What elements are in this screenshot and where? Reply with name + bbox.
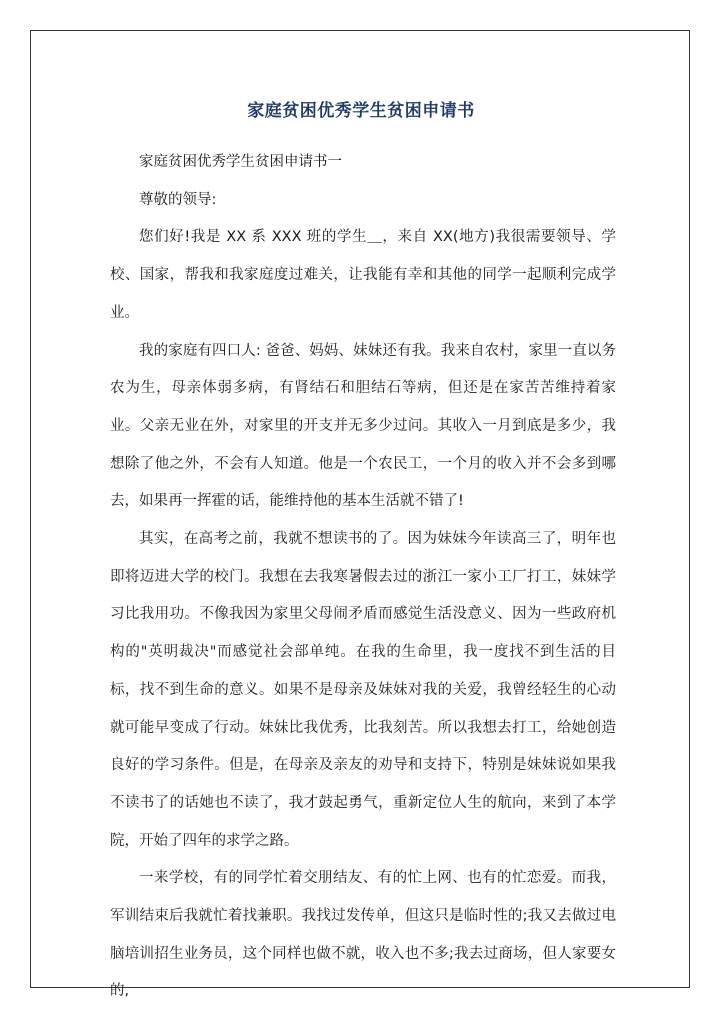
paragraph-2: 我的家庭有四口人: 爸爸、妈妈、妹妹还有我。我来自农村，家里一直以务农为生，母亲体弱多病，有肾结石和胆结石等病，但还是在家苦苦维持着家业。父亲无业在外，对家里的开支并无多少过问。其收入一月到底是多少，我想除了他之外，不会有人知道。他是一个农民工，一个月的收入并不会多到哪去，如果再一挥霍的话，能维持他的基本生活就不错了! xyxy=(110,342,616,510)
document-title: 家庭贫困优秀学生贫困申请书 xyxy=(247,101,475,121)
document-page xyxy=(30,30,690,1000)
document-subtitle: 家庭贫困优秀学生贫困申请书一 xyxy=(139,154,342,170)
paragraph-3: 其实，在高考之前，我就不想读书的了。因为妹妹今年读高三了，明年也即将迈进大学的校门。我想在去我寒暑假去过的浙江一家小工厂打工，妹妹学习比我用功。不像我因为家里父母闹矛盾而感觉生活没意义、因为一些政府机构的"英明裁决"而感觉社会部单纯。在我的生命里，我一度找不到生活的目标，找不到生命的意义。如果不是母亲及妹妹对我的关爱，我曾经轻生的心动就可能早变成了行动。妹妹比我优秀，比我刻苦。所以我想去打工，给她创造良好的学习条件。但是，在母亲及亲友的劝导和支持下，特别是妹妹说如果我不读书了的话她也不读了，我才鼓起勇气，重新定位人生的航向，来到了本学院，开始了四年的求学之路。 xyxy=(110,531,616,849)
paragraph-4: 一来学校，有的同学忙着交朋结友、有的忙上网、也有的忙恋爱。而我，军训结束后我就忙着找兼职。我找过发传单，但这只是临时性的;我又去做过电脑培训招生业务员，这个同样也做不就，收入也不多;我去过商场，但人家要女的, xyxy=(110,870,616,1000)
salutation: 尊敬的领导: xyxy=(139,191,217,208)
paragraph-1: 您们好!我是 XX 系 XXX 班的学生＿，来自 XX(地方)我很需要领导、学校、国家，帮我和我家庭度过难关，让我能有幸和其他的同学一起顺利完成学业。 xyxy=(110,229,616,321)
document-body xyxy=(110,144,616,1011)
